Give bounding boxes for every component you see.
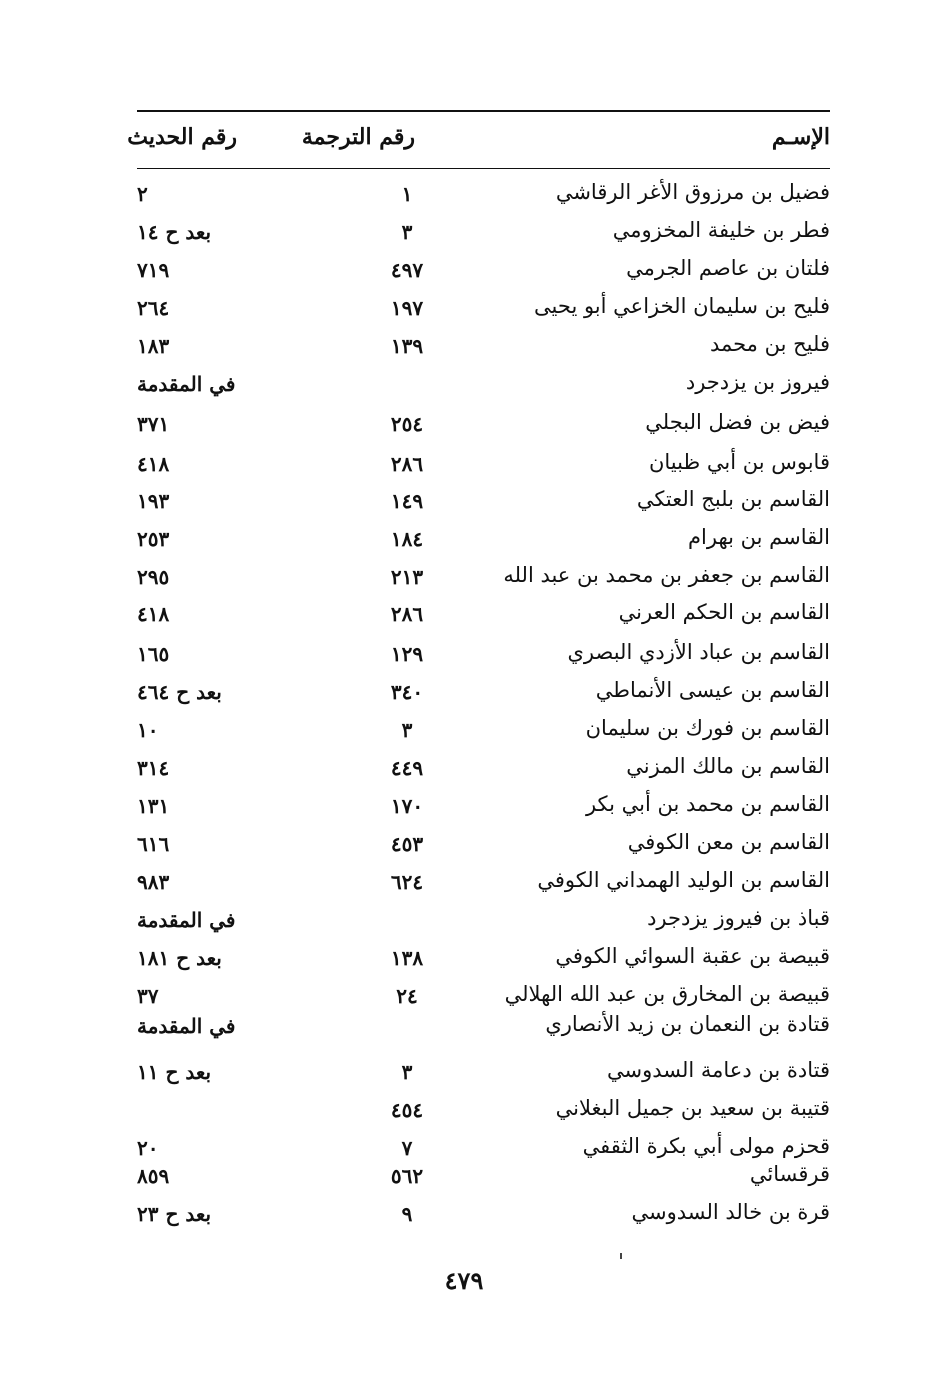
table-row — [137, 1058, 830, 1094]
table-row — [137, 792, 830, 828]
row-translation-number: ١٢٩ — [390, 642, 424, 666]
row-name: فضيل بن مرزوق الأغر الرقاشي — [555, 180, 830, 204]
row-translation-number: ٢٤ — [396, 984, 418, 1008]
row-hadith-number: ١٦٥ — [137, 642, 170, 666]
row-hadith-number: في المقدمة — [137, 1014, 236, 1038]
row-hadith-number: ٢٩٥ — [137, 565, 170, 589]
row-hadith-number: بعد ح ١٤ — [137, 220, 212, 244]
row-translation-number: ٢١٣ — [390, 565, 424, 589]
row-name: القاسم بن معن الكوفي — [627, 830, 830, 854]
table-row — [137, 1162, 830, 1198]
table-row — [137, 600, 830, 636]
table-row — [137, 294, 830, 330]
row-hadith-number: ١٠ — [137, 718, 159, 742]
row-name: القاسم بن بلبج العتكي — [636, 487, 830, 511]
row-hadith-number: ١٣١ — [137, 794, 170, 818]
table-row — [137, 218, 830, 254]
table-row — [137, 678, 830, 714]
row-name: قحزم مولى أبي بكرة الثقفي — [582, 1134, 830, 1158]
header-translation-number: رقم الترجمة — [301, 124, 415, 150]
header-name: الإسـم — [771, 124, 830, 150]
row-translation-number: ١٣٩ — [390, 334, 424, 358]
table-row — [137, 906, 830, 942]
row-translation-number: ١٣٨ — [390, 946, 424, 970]
table-row — [137, 754, 830, 790]
header-hadith-number: رقم الحديث — [127, 124, 237, 150]
table-row — [137, 830, 830, 866]
row-hadith-number: في المقدمة — [137, 908, 236, 932]
table-row — [137, 1200, 830, 1236]
table-row — [137, 640, 830, 676]
row-name: فيض بن فضل البجلي — [645, 410, 830, 434]
table-row — [137, 563, 830, 599]
row-translation-number: ٧ — [401, 1136, 413, 1160]
row-hadith-number: ٣١٤ — [137, 756, 170, 780]
row-translation-number: ٣ — [401, 718, 413, 742]
table-row — [137, 180, 830, 216]
row-name: القاسم بن عباد الأزدي البصري — [567, 640, 830, 664]
table-row — [137, 1012, 830, 1048]
table-row — [137, 410, 830, 446]
row-hadith-number: في المقدمة — [137, 372, 236, 396]
row-translation-number: ١٩٧ — [390, 296, 424, 320]
row-hadith-number: ٩٨٣ — [137, 870, 170, 894]
table-row — [137, 256, 830, 292]
row-translation-number: ٣ — [401, 220, 413, 244]
row-name: قرة بن خالد السدوسي — [631, 1200, 830, 1224]
row-translation-number: ٩ — [401, 1202, 413, 1226]
table-row — [137, 450, 830, 486]
row-name: فطر بن خليفة المخزومي — [612, 218, 830, 242]
row-hadith-number: ٢٦٤ — [137, 296, 170, 320]
row-hadith-number: ٣٧ — [137, 984, 159, 1008]
row-hadith-number: ٤١٨ — [137, 452, 170, 476]
row-hadith-number: ١٨٣ — [137, 334, 170, 358]
row-hadith-number: ٣٧١ — [137, 412, 170, 436]
row-translation-number: ٤٥٣ — [390, 832, 424, 856]
row-translation-number: ١٤٩ — [390, 489, 424, 513]
row-hadith-number: بعد ح ٤٦٤ — [137, 680, 222, 704]
row-translation-number: ٤٥٤ — [390, 1098, 424, 1122]
row-hadith-number: ٤١٨ — [137, 602, 170, 626]
row-hadith-number: ٢٠ — [137, 1136, 159, 1160]
row-name: قتيبة بن سعيد بن جميل البغلاني — [555, 1096, 830, 1120]
row-translation-number: ٤٤٩ — [390, 756, 424, 780]
row-hadith-number: ٨٥٩ — [137, 1164, 170, 1188]
row-translation-number: ١ — [401, 182, 413, 206]
row-name: القاسم بن الحكم العرني — [618, 600, 830, 624]
row-translation-number: ٤٩٧ — [390, 258, 424, 282]
row-name: القاسم بن فورك بن سليمان — [585, 716, 830, 740]
row-translation-number: ٦٢٤ — [390, 870, 424, 894]
row-hadith-number: ١٩٣ — [137, 489, 170, 513]
row-translation-number: ٣ — [401, 1060, 413, 1084]
table-row — [137, 332, 830, 368]
row-name: القاسم بن جعفر بن محمد بن عبد الله — [503, 563, 830, 587]
row-name: فليح بن سليمان الخزاعي أبو يحيى — [534, 294, 830, 318]
row-translation-number: ١٧٠ — [390, 794, 424, 818]
row-name: القاسم بن الوليد الهمداني الكوفي — [537, 868, 830, 892]
row-name: فيروز بن يزدجرد — [685, 370, 830, 394]
row-name: قتادة بن دعامة السدوسي — [606, 1058, 830, 1082]
table-row — [137, 370, 830, 406]
row-translation-number: ٢٥٤ — [390, 412, 424, 436]
row-translation-number: ٢٨٦ — [390, 452, 424, 476]
page-number: ٤٧٩ — [444, 1266, 484, 1295]
row-name: قتادة بن النعمان بن زيد الأنصاري — [545, 1012, 830, 1036]
row-hadith-number: بعد ح ١١ — [137, 1060, 212, 1084]
table-row — [137, 525, 830, 561]
row-name: القاسم بن عيسى الأنماطي — [595, 678, 830, 702]
row-name: قبيصة بن عقبة السوائي الكوفي — [555, 944, 830, 968]
row-hadith-number: بعد ح ١٨١ — [137, 946, 222, 970]
table-row — [137, 944, 830, 980]
row-name: القاسم بن بهرام — [688, 525, 830, 549]
row-name: قابوس بن أبي ظبيان — [648, 450, 830, 474]
table-row — [137, 1096, 830, 1132]
row-hadith-number: ٦١٦ — [137, 832, 170, 856]
row-hadith-number: ٢٥٣ — [137, 527, 170, 551]
scan-speck — [620, 1253, 622, 1259]
row-name: فليح بن محمد — [709, 332, 830, 356]
row-translation-number: ٣٤٠ — [390, 680, 424, 704]
row-translation-number: ٢٨٦ — [390, 602, 424, 626]
row-name: القاسم بن مالك المزني — [626, 754, 830, 778]
row-name: قبيصة بن المخارق بن عبد الله الهلالي — [504, 982, 830, 1006]
row-name: قباذ بن فيروز يزدجرد — [647, 906, 830, 930]
row-name: قرقسائي — [749, 1162, 830, 1186]
row-translation-number: ١٨٤ — [390, 527, 424, 551]
row-hadith-number: ٢ — [137, 182, 148, 206]
row-name: فلتان بن عاصم الجرمي — [626, 256, 830, 280]
row-hadith-number: بعد ح ٢٣ — [137, 1202, 212, 1226]
table-row — [137, 868, 830, 904]
row-translation-number: ٥٦٢ — [390, 1164, 424, 1188]
table-row — [137, 487, 830, 523]
row-name: القاسم بن محمد بن أبي بكر — [585, 792, 830, 816]
table-row — [137, 716, 830, 752]
row-hadith-number: ٧١٩ — [137, 258, 170, 282]
